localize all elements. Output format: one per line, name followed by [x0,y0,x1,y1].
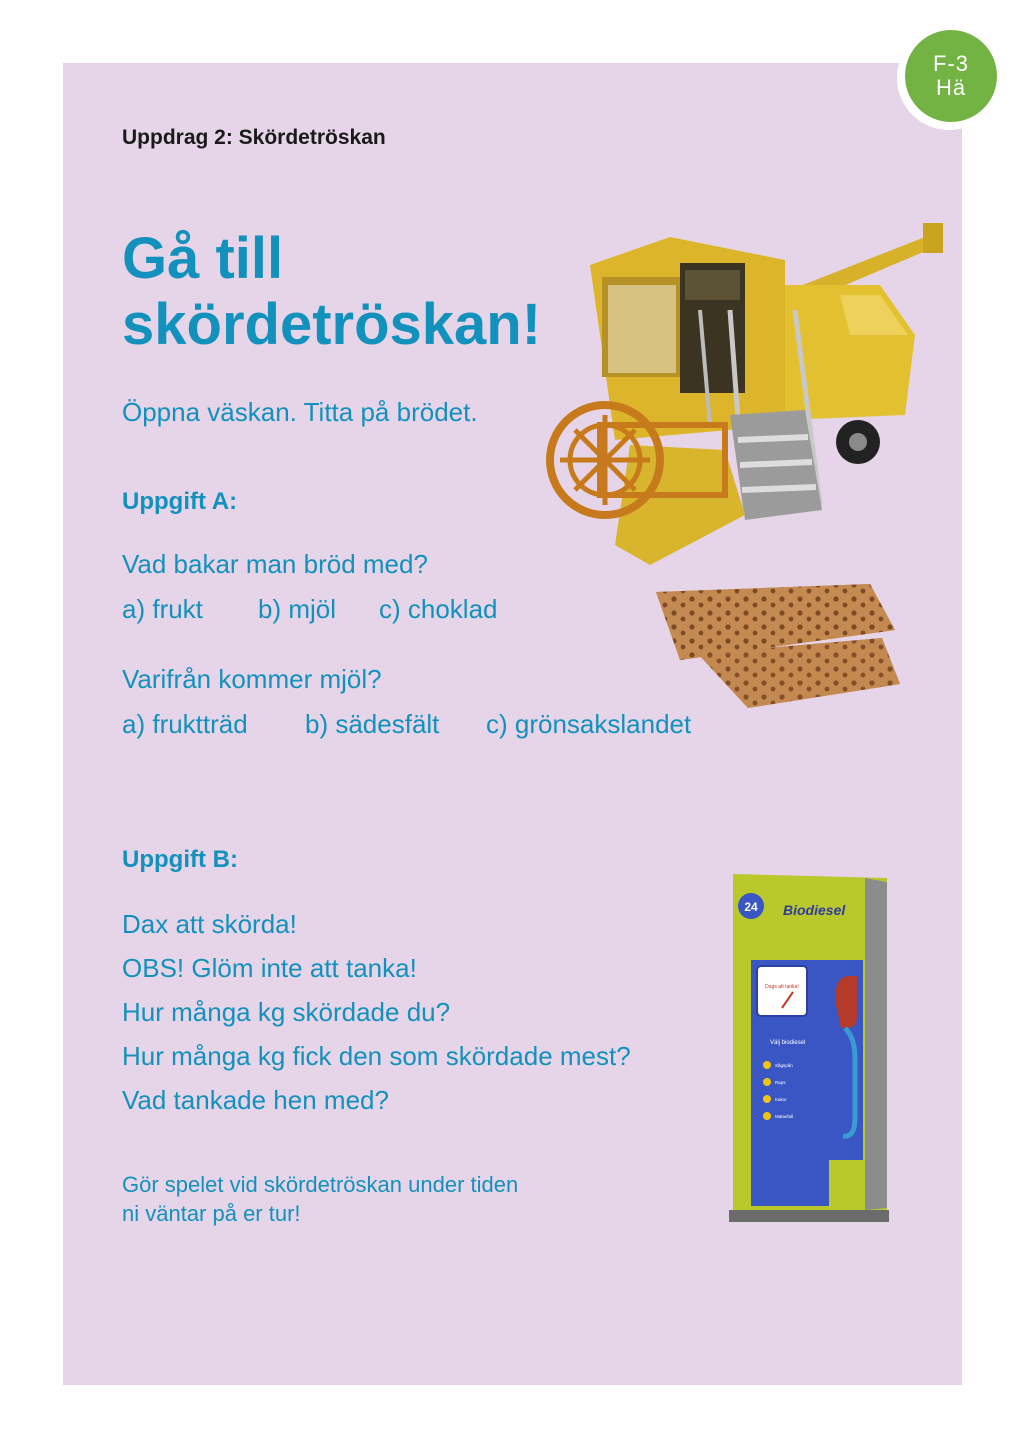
intro-text: Öppna väskan. Titta på brödet. [122,397,478,427]
biodiesel-pump-image [725,870,890,1230]
task-b-list [122,902,631,1122]
task-a-options-2 [122,708,691,740]
badge-grade: F-3 [933,51,969,76]
menu-item: Matavfall [775,1114,794,1119]
menu-item: Kakor [775,1097,787,1102]
option: b) mjöl [258,594,337,624]
gauge-label: Dags att tanka! [765,984,799,990]
task-a-options-1 [122,593,498,625]
task-a-question-1: Vad bakar man bröd med? [122,549,428,579]
task-b-heading: Uppgift B: [122,846,238,873]
pump-brand: Biodiesel [783,902,846,918]
task-b-line: OBS! Glöm inte att tanka! [122,953,417,983]
badge-subject: Hä [935,75,967,100]
combine-harvester-image [540,215,950,575]
mission-kicker: Uppdrag 2: Skördetröskan [122,126,386,149]
grade-badge [905,30,997,122]
option: c) grönsakslandet [486,709,692,739]
task-a-heading: Uppgift A: [122,488,238,515]
task-b-line: Hur många kg skördade du? [122,997,451,1027]
menu-title: Välj biodiesel [770,1040,806,1046]
footnote-line-1: Gör spelet vid skördetröskan under tiden [122,1172,519,1197]
menu-item: Sågspån [775,1063,793,1068]
page-title [122,226,541,358]
option: b) sädesfält [305,709,440,739]
pump-number: 24 [744,900,758,914]
title-line-1: Gå till [122,226,284,291]
task-a-question-2: Varifrån kommer mjöl? [122,664,382,694]
crispbread-image [650,580,905,710]
task-b-line: Dax att skörda! [122,909,297,939]
task-b-line: Hur många kg fick den som skördade mest? [122,1041,631,1071]
option: a) fruktträd [122,709,248,739]
option: a) frukt [122,594,203,624]
footnote [122,1170,602,1228]
menu-item: Raps [775,1080,786,1085]
option: c) choklad [379,594,498,624]
footnote-line-2: ni väntar på er tur! [122,1201,301,1226]
task-b-line: Vad tankade hen med? [122,1085,389,1115]
title-line-2: skördetröskan! [122,292,542,357]
